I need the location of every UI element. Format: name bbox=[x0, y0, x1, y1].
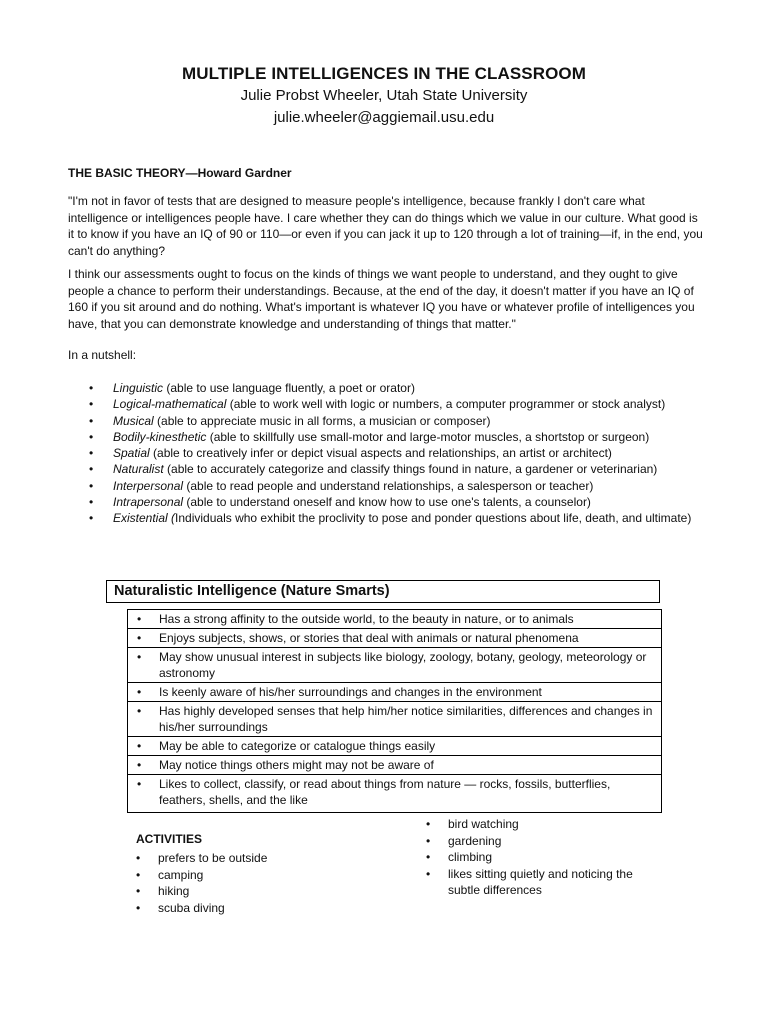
bullet-icon: • bbox=[89, 478, 94, 493]
bullet-icon: • bbox=[137, 631, 142, 645]
bullet-icon: • bbox=[89, 397, 94, 412]
intelligences-list bbox=[68, 380, 691, 527]
intelligence-name: Intrapersonal bbox=[113, 495, 184, 510]
bullet-icon: • bbox=[137, 650, 142, 664]
activity-item bbox=[136, 850, 267, 867]
intelligence-item bbox=[68, 478, 691, 494]
document-title: MULTIPLE INTELLIGENCES IN THE CLASSROOM bbox=[181, 64, 587, 83]
trait-row bbox=[128, 610, 661, 629]
trait-row bbox=[128, 629, 661, 648]
activity-text: likes sitting quietly and noticing the subtle differences bbox=[448, 866, 633, 897]
intelligence-description: (able to skillfully use small-motor and large-motor muscles, a shortstop or surgeon) bbox=[206, 429, 650, 444]
trait-text: May be able to categorize or catalogue things easily bbox=[159, 739, 436, 753]
activity-item bbox=[426, 833, 641, 850]
bullet-icon: • bbox=[136, 851, 141, 865]
trait-row bbox=[128, 737, 661, 756]
activity-item bbox=[136, 900, 267, 917]
intelligence-item bbox=[68, 494, 691, 510]
intelligence-name: Spatial bbox=[113, 446, 150, 461]
activity-text: prefers to be outside bbox=[158, 851, 268, 865]
bullet-icon: • bbox=[136, 867, 141, 882]
bullet-icon: • bbox=[89, 413, 94, 428]
trait-text: Is keenly aware of his/her surroundings and changes in the environment bbox=[159, 685, 542, 699]
activities-heading: ACTIVITIES bbox=[136, 832, 203, 846]
bullet-icon: • bbox=[137, 777, 142, 791]
intelligence-description: (able to accurately categorize and classify things found in nature, a gardener or veterinarian) bbox=[163, 462, 658, 477]
bullet-icon: • bbox=[89, 511, 94, 526]
bullet-icon: • bbox=[137, 704, 142, 718]
activity-text: hiking bbox=[158, 884, 190, 898]
bullet-icon: • bbox=[137, 685, 142, 699]
intelligence-description: (able to use language fluently, a poet or orator) bbox=[163, 381, 415, 395]
trait-row bbox=[128, 648, 661, 683]
trait-text: Enjoys subjects, shows, or stories that deal with animals or natural phenomena bbox=[159, 631, 579, 645]
bullet-icon: • bbox=[426, 850, 431, 864]
activity-text: bird watching bbox=[448, 817, 519, 831]
intelligence-item bbox=[68, 413, 691, 429]
bullet-icon: • bbox=[136, 900, 141, 915]
activity-item bbox=[426, 816, 641, 833]
intelligence-name: Interpersonal bbox=[113, 478, 184, 493]
intelligence-description: (able to read people and understand relationships, a salesperson or teacher) bbox=[183, 478, 594, 493]
bullet-icon: • bbox=[89, 429, 94, 444]
trait-text: May notice things others might may not be aware of bbox=[159, 758, 434, 772]
intelligence-name: Bodily-kinesthetic bbox=[113, 429, 207, 444]
intelligence-description: Individuals who exhibit the proclivity to pose and ponder questions about life, death, and ultimate) bbox=[175, 511, 692, 526]
intelligence-name: Musical bbox=[113, 413, 154, 428]
intelligence-description: (able to appreciate music in all forms, a musician or composer) bbox=[153, 413, 491, 428]
intelligence-name: Naturalist bbox=[113, 462, 164, 477]
intelligence-item bbox=[68, 461, 691, 477]
activity-item bbox=[426, 866, 641, 899]
activity-text: scuba diving bbox=[158, 900, 225, 915]
trait-text: Likes to collect, classify, or read about things from nature — rocks, fossils, butterflies, feathers, shells, and the like bbox=[159, 777, 611, 807]
bullet-icon: • bbox=[89, 381, 94, 395]
activity-text: gardening bbox=[448, 833, 502, 848]
intelligence-item bbox=[68, 429, 691, 445]
intelligence-name: Linguistic bbox=[113, 381, 164, 395]
quote-paragraph-2: I think our assessments ought to focus on the kinds of things we want people to understand, and they ought to give people a chance to perform their understandings. Because, at the end of the day, it doesn't matter if you have an IQ of 160 if you sit around and do nothing. What's important is whatever IQ you have or whatever profile of intelligences you have, that you can demonstrate knowledge and understanding of things that matter." bbox=[68, 267, 695, 331]
bullet-icon: • bbox=[89, 462, 94, 477]
document-header bbox=[0, 63, 768, 129]
intelligence-name: Logical-mathematical bbox=[113, 397, 227, 412]
bullet-icon: • bbox=[137, 612, 142, 626]
intelligence-description: (able to understand oneself and know how to use one's talents, a counselor) bbox=[183, 495, 591, 510]
nutshell-label: In a nutshell: bbox=[68, 348, 137, 362]
trait-text: Has a strong affinity to the outside world, to the beauty in nature, or to animals bbox=[159, 612, 574, 626]
section-heading-theory: THE BASIC THEORY—Howard Gardner bbox=[68, 166, 292, 180]
trait-row bbox=[128, 756, 661, 775]
trait-row bbox=[128, 702, 661, 737]
bullet-icon: • bbox=[426, 866, 431, 881]
trait-text: Has highly developed senses that help him/her notice similarities, differences and changes in his/her surroundings bbox=[159, 704, 653, 734]
intelligence-item bbox=[68, 445, 691, 461]
naturalistic-box-title: Naturalistic Intelligence (Nature Smarts) bbox=[106, 580, 660, 603]
bullet-icon: • bbox=[137, 739, 142, 753]
activities-list-left bbox=[136, 850, 267, 916]
trait-row bbox=[128, 683, 661, 702]
naturalistic-traits-table bbox=[127, 609, 662, 813]
intelligence-description: (able to creatively infer or depict visual aspects and relationships, an artist or architect) bbox=[149, 446, 612, 461]
bullet-icon: • bbox=[89, 446, 94, 461]
bullet-icon: • bbox=[136, 884, 141, 898]
activity-item bbox=[426, 849, 641, 866]
bullet-icon: • bbox=[137, 758, 142, 772]
intelligence-description: (able to work well with logic or numbers, a computer programmer or stock analyst) bbox=[226, 397, 666, 412]
intelligence-item bbox=[68, 380, 691, 396]
activity-item bbox=[136, 883, 267, 900]
activity-item bbox=[136, 867, 267, 884]
author-email: julie.wheeler@aggiemail.usu.edu bbox=[273, 109, 495, 126]
intelligence-item bbox=[68, 396, 691, 412]
trait-text: May show unusual interest in subjects like biology, zoology, botany, geology, meteorology or astronomy bbox=[159, 650, 647, 680]
bullet-icon: • bbox=[426, 833, 431, 848]
bullet-icon: • bbox=[426, 817, 431, 831]
quote-paragraph-1: "I'm not in favor of tests that are designed to measure people's intelligence, because frankly I don't care what intelligence or intelligences people have. I care whether they can do things which we value in our culture. What good is it to know if you have an IQ of 90 or 110—or even if you can jack it up to 120 through a lot of training—if, in the end, you can't do anything? bbox=[68, 194, 703, 258]
bullet-icon: • bbox=[89, 495, 94, 510]
intelligence-item bbox=[68, 510, 691, 526]
activity-text: climbing bbox=[448, 850, 493, 864]
activity-text: camping bbox=[158, 867, 204, 882]
intelligence-name: Existential ( bbox=[113, 511, 176, 526]
trait-row bbox=[128, 775, 661, 809]
author-line: Julie Probst Wheeler, Utah State University bbox=[240, 87, 528, 104]
activities-list-right bbox=[426, 816, 641, 899]
